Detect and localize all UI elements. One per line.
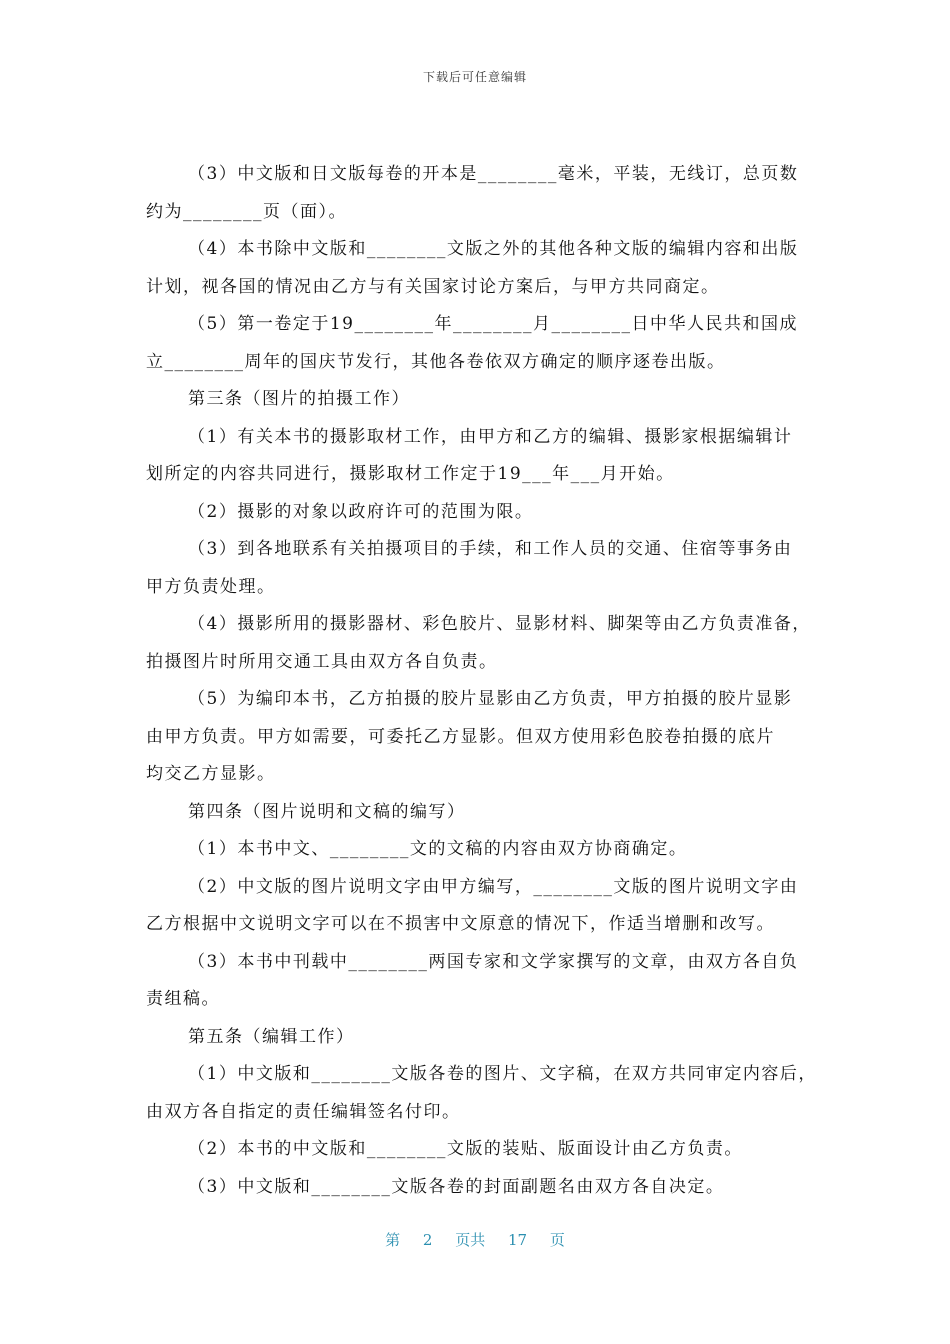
text-line: （4）本书除中文版和________文版之外的其他各种文版的编辑内容和出版 (188, 239, 799, 259)
text-line: 由双方各自指定的责任编辑签名付印。 (146, 1101, 461, 1122)
text-line: （4）摄影所用的摄影器材、彩色胶片、显影材料、脚架等由乙方负责准备， (188, 614, 811, 634)
text-line: 第三条（图片的拍摄工作） (188, 389, 410, 409)
text-line: （5）为编印本书，乙方拍摄的胶片显影由乙方负责，甲方拍摄的胶片显影 (188, 689, 793, 709)
text-line: 责组稿。 (146, 989, 220, 1009)
text-line: （1）有关本书的摄影取材工作，由甲方和乙方的编辑、摄影家根据编辑计 (188, 426, 793, 447)
text-line: （3）中文版和________文版各卷的封面副题名由双方各自决定。 (188, 1176, 725, 1197)
text-line: 均交乙方显影。 (146, 764, 276, 784)
text-line: （3）到各地联系有关拍摄项目的手续，和工作人员的交通、住宿等事务由 (188, 539, 793, 559)
text-line: 划所定的内容共同进行，摄影取材工作定于19___年___月开始。 (146, 464, 675, 484)
text-line: （2）本书的中文版和________文版的装贴、版面设计由乙方负责。 (188, 1139, 743, 1159)
text-line: 第五条（编辑工作） (188, 1026, 355, 1047)
text-line: 甲方负责处理。 (146, 576, 276, 597)
text-line: 第四条（图片说明和文稿的编写） (188, 801, 466, 822)
text-line: （5）第一卷定于19________年________月________日中华人民共和国成 (188, 314, 798, 334)
text-line: （2）摄影的对象以政府许可的范围为限。 (188, 501, 534, 522)
page-total: 17 (508, 1231, 528, 1249)
text-line: （3）本书中刊载中________两国专家和文学家撰写的文章，由双方各自负 (188, 951, 799, 972)
page-number: 2 (422, 1231, 433, 1249)
text-line: 约为________页（面）。 (146, 201, 347, 222)
text-line: （1）本书中文、________文的文稿的内容由双方协商确定。 (188, 839, 688, 859)
text-line: （3）中文版和日文版每卷的开本是________毫米，平装，无线订，总页数 (188, 164, 799, 184)
page-header: 下载后可任意编辑 (422, 70, 527, 84)
page-prefix: 第 (385, 1231, 401, 1249)
text-line: 立________周年的国庆节发行，其他各卷依双方确定的顺序逐卷出版。 (146, 351, 726, 372)
text-line: 拍摄图片时所用交通工具由双方各自负责。 (146, 651, 498, 672)
document-body (146, 156, 816, 1206)
text-line: 乙方根据中文说明文字可以在不损害中文原意的情况下，作适当增删和改写。 (146, 914, 775, 934)
text-line: 由甲方负责。甲方如需要，可委托乙方显影。但双方使用彩色胶卷拍摄的底片 (146, 726, 775, 747)
page-footer (0, 1229, 950, 1250)
page-suffix: 页 (549, 1231, 565, 1249)
text-line: 计划，视各国的情况由乙方与有关国家讨论方案后，与甲方共同商定。 (146, 276, 720, 297)
page-mid: 页共 (455, 1231, 486, 1249)
text-line: （1）中文版和________文版各卷的图片、文字稿，在双方共同审定内容后， (188, 1064, 817, 1084)
text-line: （2）中文版的图片说明文字由甲方编写，________文版的图片说明文字由 (188, 876, 799, 897)
